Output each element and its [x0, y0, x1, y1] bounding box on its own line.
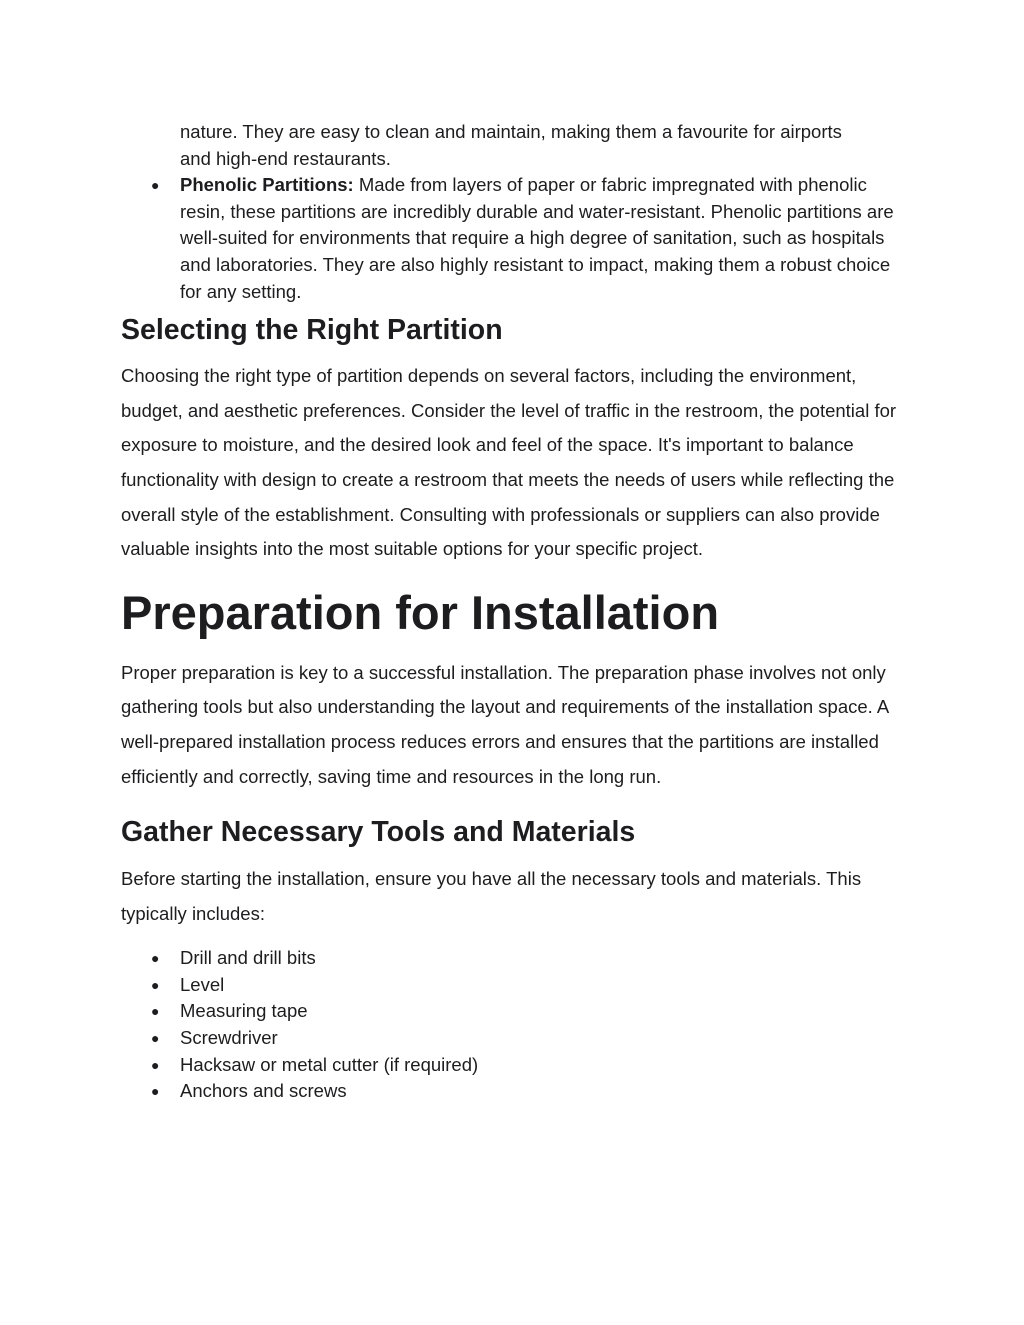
tool-label: Anchors and screws [180, 1080, 347, 1102]
tool-label: Hacksaw or metal cutter (if required) [180, 1053, 479, 1075]
bullet-icon: ● [151, 950, 160, 967]
list-item [121, 945, 911, 972]
tools-list [121, 945, 911, 1105]
list-item-phenolic [121, 172, 911, 305]
tool-label: Measuring tape [180, 1000, 308, 1022]
tool-label: Level [180, 973, 225, 995]
phenolic-text: Made from layers of paper or fabric impregnated with phenolic resin, these partitions are incredibly durable and water-resistant. Phenolic partitions are well-suited for environments that require a high degree of sanitation, such as hospitals and laboratories. They are also highly resistant to impact, making them a robust choice for any setting. [180, 174, 894, 302]
bullet-icon: ● [151, 1030, 160, 1047]
list-item [121, 1025, 911, 1052]
gather-paragraph: Before starting the installation, ensure you have all the necessary tools and materials. This typically includes: [121, 868, 862, 924]
continued-line-2: and high-end restaurants. [180, 147, 391, 169]
bullet-icon: ● [151, 976, 160, 993]
phenolic-label: Phenolic Partitions: [180, 174, 354, 196]
bullet-icon: ● [151, 1056, 160, 1073]
section-title-gather: Gather Necessary Tools and Materials [121, 816, 636, 849]
partition-types-list [121, 119, 911, 305]
preparation-paragraph: Proper preparation is key to a successful installation. The preparation phase involves not only gathering tools but also understanding the layout and requirements of the installation space. A well-prepared installation process reduces errors and ensures that the partitions are installed efficiently and correctly, saving time and resources in the long run. [121, 661, 889, 787]
tool-label: Screwdriver [180, 1027, 278, 1049]
list-item [121, 1052, 911, 1079]
list-item [121, 998, 911, 1025]
section-title-preparation: Preparation for Installation [121, 585, 720, 639]
bullet-icon: ● [151, 1003, 160, 1020]
bullet-icon: ● [151, 177, 160, 194]
list-item [121, 972, 911, 999]
list-item [121, 1078, 911, 1105]
continued-line-1: nature. They are easy to clean and maintain, making them a favourite for airports [180, 121, 842, 142]
section-title-selecting: Selecting the Right Partition [121, 314, 503, 347]
bullet-icon: ● [151, 1083, 160, 1100]
list-item-continued [121, 119, 911, 172]
document-page [121, 119, 911, 1105]
selecting-paragraph: Choosing the right type of partition depends on several factors, including the environment, budget, and aesthetic preferences. Consider the level of traffic in the restroom, the potential for exposure to moisture, and the desired look and feel of the space. It's important to balance functionality with design to create a restroom that meets the needs of users while reflecting the overall style of the establishment. Consulting with professionals or suppliers can also provide valuable insights into the most suitable options for your specific project. [121, 365, 897, 560]
tool-label: Drill and drill bits [180, 947, 316, 969]
